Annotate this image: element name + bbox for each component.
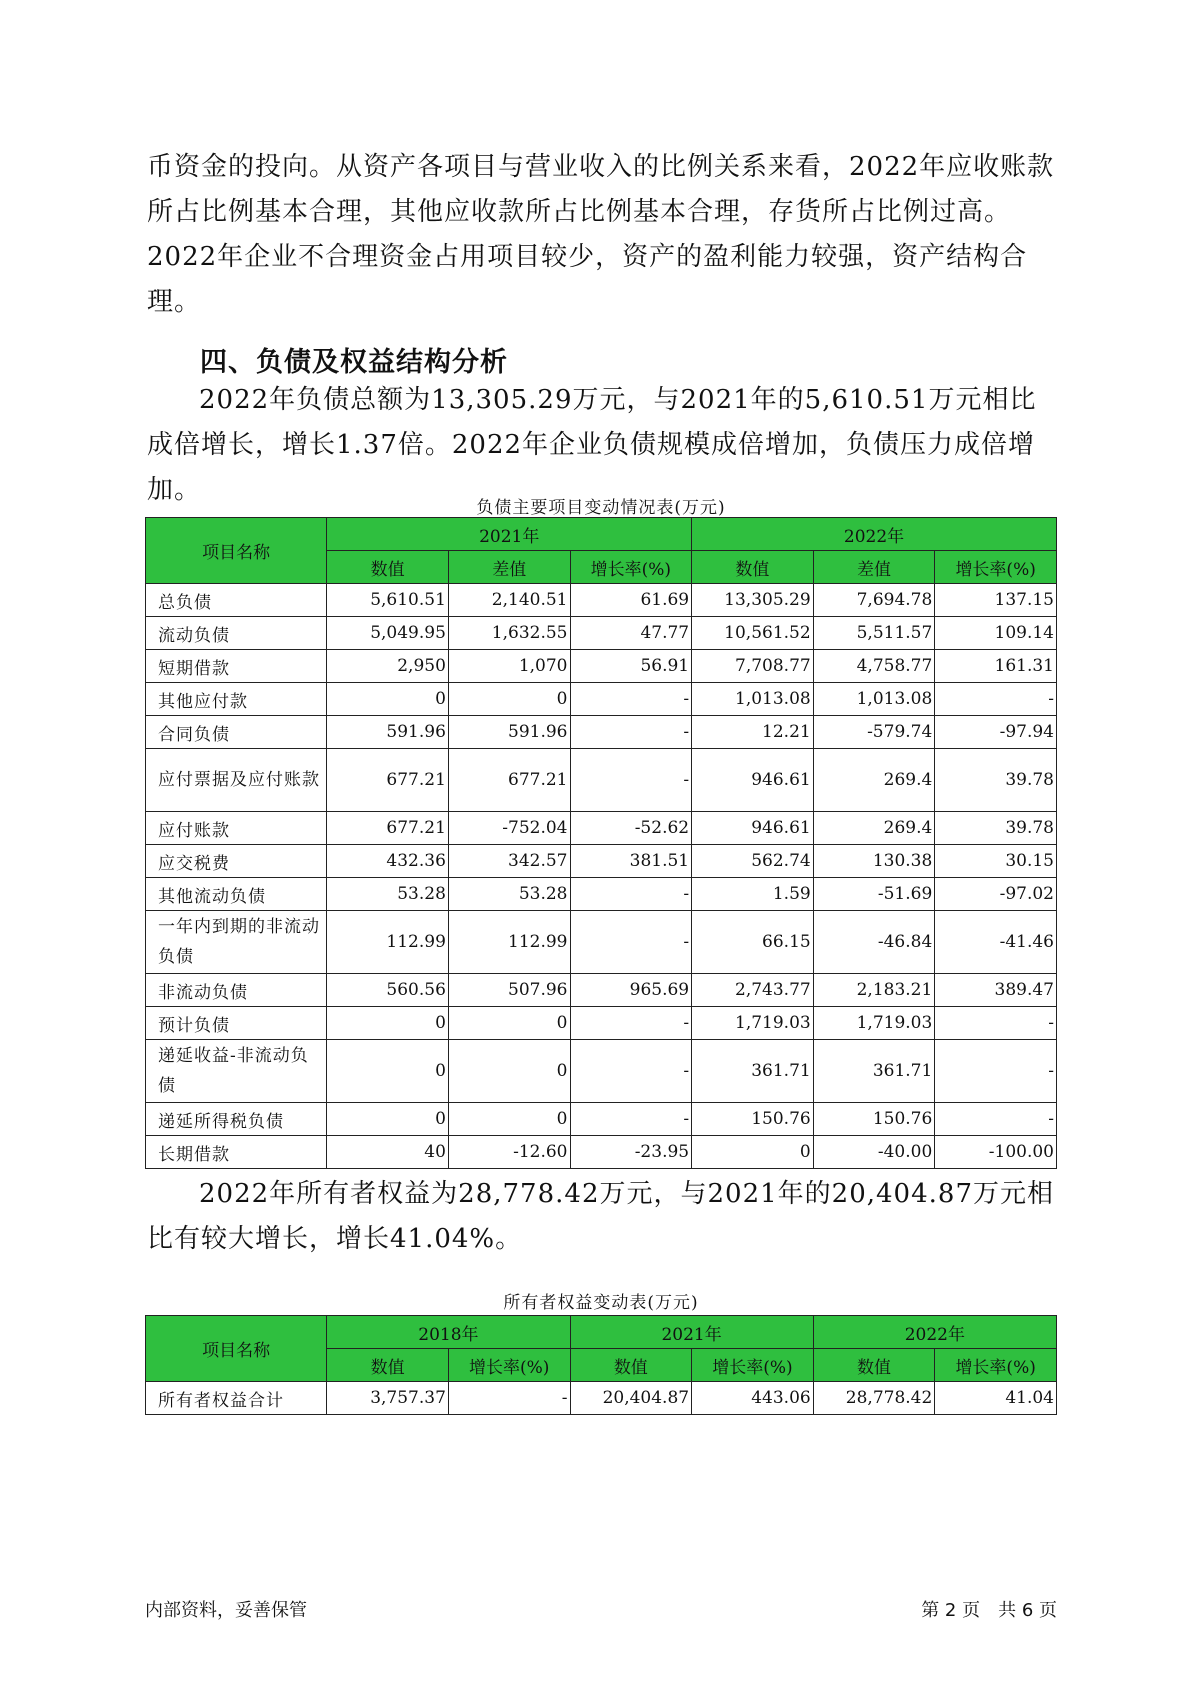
growth-rate-header: 增长率(%) — [935, 551, 1057, 584]
value-2021: 112.99 — [327, 911, 449, 974]
value-2021: 0 — [327, 1007, 449, 1040]
item-name: 应交税费 — [146, 845, 327, 878]
value-header: 数值 — [327, 551, 449, 584]
growth-rate-header: 增长率(%) — [448, 1349, 570, 1382]
table-row — [146, 584, 1057, 617]
value-2022: 1.59 — [692, 878, 814, 911]
growth-rate-2021: 47.77 — [570, 617, 692, 650]
difference-2021: 591.96 — [448, 716, 570, 749]
item-name: 流动负债 — [146, 617, 327, 650]
difference-2022: 4,758.77 — [813, 650, 935, 683]
growth-rate-header: 增长率(%) — [570, 551, 692, 584]
value-2021: 591.96 — [327, 716, 449, 749]
growth-rate-header: 增长率(%) — [935, 1349, 1057, 1382]
difference-2022: -46.84 — [813, 911, 935, 974]
table-row — [146, 1136, 1057, 1169]
value-header: 数值 — [813, 1349, 935, 1382]
table-row — [146, 1040, 1057, 1103]
value-2021: 677.21 — [327, 749, 449, 812]
item-name: 长期借款 — [146, 1136, 327, 1169]
difference-2022: -579.74 — [813, 716, 935, 749]
growth-rate-2022: -97.94 — [935, 716, 1057, 749]
difference-2021: -752.04 — [448, 812, 570, 845]
difference-2022: 150.76 — [813, 1103, 935, 1136]
growth-rate-2018: - — [448, 1382, 570, 1415]
difference-2022: 269.4 — [813, 749, 935, 812]
growth-rate-2022: 161.31 — [935, 650, 1057, 683]
growth-rate-2022: 389.47 — [935, 974, 1057, 1007]
liability-table — [145, 517, 1057, 1169]
value-2021: 560.56 — [327, 974, 449, 1007]
difference-2022: 5,511.57 — [813, 617, 935, 650]
growth-rate-2021: -23.95 — [570, 1136, 692, 1169]
growth-rate-2022: 39.78 — [935, 749, 1057, 812]
growth-rate-2022: 39.78 — [935, 812, 1057, 845]
item-name: 应付账款 — [146, 812, 327, 845]
growth-rate-2021: 56.91 — [570, 650, 692, 683]
growth-rate-2022: - — [935, 1007, 1057, 1040]
difference-header: 差值 — [448, 551, 570, 584]
difference-2022: 7,694.78 — [813, 584, 935, 617]
item-name: 预计负债 — [146, 1007, 327, 1040]
growth-rate-2021: 443.06 — [692, 1382, 814, 1415]
item-name: 其他流动负债 — [146, 878, 327, 911]
growth-rate-2021: 965.69 — [570, 974, 692, 1007]
value-2022: 150.76 — [692, 1103, 814, 1136]
growth-rate-2021: - — [570, 749, 692, 812]
liability-table-body — [146, 584, 1057, 1169]
growth-rate-2022: 109.14 — [935, 617, 1057, 650]
growth-rate-2022: - — [935, 1103, 1057, 1136]
growth-rate-2022: - — [935, 1040, 1057, 1103]
year-header-2022: 2022年 — [692, 518, 1057, 551]
difference-2021: 342.57 — [448, 845, 570, 878]
value-2022: 10,561.52 — [692, 617, 814, 650]
year-header-2021: 2021年 — [570, 1316, 813, 1349]
table-row — [146, 683, 1057, 716]
value-2022: 0 — [692, 1136, 814, 1169]
value-2021: 40 — [327, 1136, 449, 1169]
footer-confidential-note: 内部资料，妥善保管 — [145, 1600, 307, 1621]
item-name-header: 项目名称 — [146, 1316, 327, 1382]
table-row — [146, 974, 1057, 1007]
difference-2021: 1,070 — [448, 650, 570, 683]
value-2021: 5,610.51 — [327, 584, 449, 617]
difference-2022: 2,183.21 — [813, 974, 935, 1007]
item-name: 非流动负债 — [146, 974, 327, 1007]
item-name: 递延所得税负债 — [146, 1103, 327, 1136]
difference-2022: -51.69 — [813, 878, 935, 911]
growth-rate-2022: -41.46 — [935, 911, 1057, 974]
value-2022: 7,708.77 — [692, 650, 814, 683]
growth-rate-2021: - — [570, 716, 692, 749]
difference-header: 差值 — [813, 551, 935, 584]
table-row — [146, 878, 1057, 911]
table-row — [146, 650, 1057, 683]
growth-rate-2022: -97.02 — [935, 878, 1057, 911]
difference-2021: 53.28 — [448, 878, 570, 911]
difference-2021: 0 — [448, 1040, 570, 1103]
item-name: 其他应付款 — [146, 683, 327, 716]
table-row — [146, 812, 1057, 845]
difference-2021: 0 — [448, 1103, 570, 1136]
difference-2021: 2,140.51 — [448, 584, 570, 617]
value-2022: 28,778.42 — [813, 1382, 935, 1415]
value-2022: 1,719.03 — [692, 1007, 814, 1040]
difference-2021: 677.21 — [448, 749, 570, 812]
value-2022: 13,305.29 — [692, 584, 814, 617]
value-2018: 3,757.37 — [327, 1382, 449, 1415]
growth-rate-2021: - — [570, 1007, 692, 1040]
difference-2021: 507.96 — [448, 974, 570, 1007]
intro-paragraph: 币资金的投向。从资产各项目与营业收入的比例关系来看，2022年应收账款所占比例基本合理，其他应收款所占比例基本合理，存货所占比例过高。2022年企业不合理资金占用项目较少，资产的盈利能力较强，资产结构合理。 — [147, 152, 1055, 317]
value-header: 数值 — [327, 1349, 449, 1382]
difference-2022: -40.00 — [813, 1136, 935, 1169]
growth-rate-2021: - — [570, 1103, 692, 1136]
table-row — [146, 749, 1057, 812]
item-name: 一年内到期的非流动负债 — [146, 911, 327, 974]
difference-2021: -12.60 — [448, 1136, 570, 1169]
item-name: 短期借款 — [146, 650, 327, 683]
difference-2022: 1,719.03 — [813, 1007, 935, 1040]
growth-rate-2022: 30.15 — [935, 845, 1057, 878]
table-row — [146, 716, 1057, 749]
growth-rate-2022: -100.00 — [935, 1136, 1057, 1169]
section-heading: 四、负债及权益结构分析 — [200, 347, 508, 378]
year-header-2022: 2022年 — [813, 1316, 1056, 1349]
value-2022: 562.74 — [692, 845, 814, 878]
difference-2022: 1,013.08 — [813, 683, 935, 716]
table-row — [146, 617, 1057, 650]
item-name: 所有者权益合计 — [146, 1382, 327, 1415]
year-header-2021: 2021年 — [327, 518, 692, 551]
value-2021: 53.28 — [327, 878, 449, 911]
footer-page-number: 第 2 页 共 6 页 — [921, 1600, 1057, 1621]
growth-rate-2021: - — [570, 1040, 692, 1103]
value-2021: 0 — [327, 683, 449, 716]
growth-rate-2021: -52.62 — [570, 812, 692, 845]
growth-rate-header: 增长率(%) — [692, 1349, 814, 1382]
table-row — [146, 1382, 1057, 1415]
value-2022: 361.71 — [692, 1040, 814, 1103]
year-header-2018: 2018年 — [327, 1316, 570, 1349]
value-2021: 677.21 — [327, 812, 449, 845]
value-2022: 946.61 — [692, 749, 814, 812]
value-header: 数值 — [570, 1349, 692, 1382]
growth-rate-2022: - — [935, 683, 1057, 716]
table-row — [146, 845, 1057, 878]
equity-table — [145, 1315, 1057, 1415]
growth-rate-2021: - — [570, 878, 692, 911]
table-row — [146, 911, 1057, 974]
table-row — [146, 1103, 1057, 1136]
liability-table-caption: 负债主要项目变动情况表(万元) — [476, 498, 726, 518]
difference-2022: 361.71 — [813, 1040, 935, 1103]
value-2021: 0 — [327, 1103, 449, 1136]
value-2022: 946.61 — [692, 812, 814, 845]
difference-2021: 0 — [448, 683, 570, 716]
growth-rate-2021: 381.51 — [570, 845, 692, 878]
item-name: 合同负债 — [146, 716, 327, 749]
growth-rate-2022: 41.04 — [935, 1382, 1057, 1415]
value-2022: 12.21 — [692, 716, 814, 749]
item-name: 递延收益-非流动负债 — [146, 1040, 327, 1103]
value-2021: 0 — [327, 1040, 449, 1103]
value-2022: 66.15 — [692, 911, 814, 974]
value-2021: 432.36 — [327, 845, 449, 878]
growth-rate-2021: - — [570, 911, 692, 974]
equity-paragraph: 2022年所有者权益为28,778.42万元，与2021年的20,404.87万元相比有较大增长，增长41.04%。 — [147, 1179, 1054, 1254]
item-name: 总负债 — [146, 584, 327, 617]
difference-2021: 0 — [448, 1007, 570, 1040]
growth-rate-2022: 137.15 — [935, 584, 1057, 617]
equity-table-caption: 所有者权益变动表(万元) — [503, 1293, 699, 1313]
liability-paragraph: 2022年负债总额为13,305.29万元，与2021年的5,610.51万元相比成倍增长，增长1.37倍。2022年企业负债规模成倍增加，负债压力成倍增加。 — [147, 385, 1037, 505]
value-2021: 5,049.95 — [327, 617, 449, 650]
table-row — [146, 1007, 1057, 1040]
item-name-header: 项目名称 — [146, 518, 327, 584]
value-2021: 2,950 — [327, 650, 449, 683]
difference-2022: 269.4 — [813, 812, 935, 845]
growth-rate-2021: - — [570, 683, 692, 716]
value-header: 数值 — [692, 551, 814, 584]
item-name: 应付票据及应付账款 — [146, 749, 327, 812]
difference-2021: 112.99 — [448, 911, 570, 974]
difference-2021: 1,632.55 — [448, 617, 570, 650]
value-2021: 20,404.87 — [570, 1382, 692, 1415]
value-2022: 1,013.08 — [692, 683, 814, 716]
growth-rate-2021: 61.69 — [570, 584, 692, 617]
value-2022: 2,743.77 — [692, 974, 814, 1007]
difference-2022: 130.38 — [813, 845, 935, 878]
